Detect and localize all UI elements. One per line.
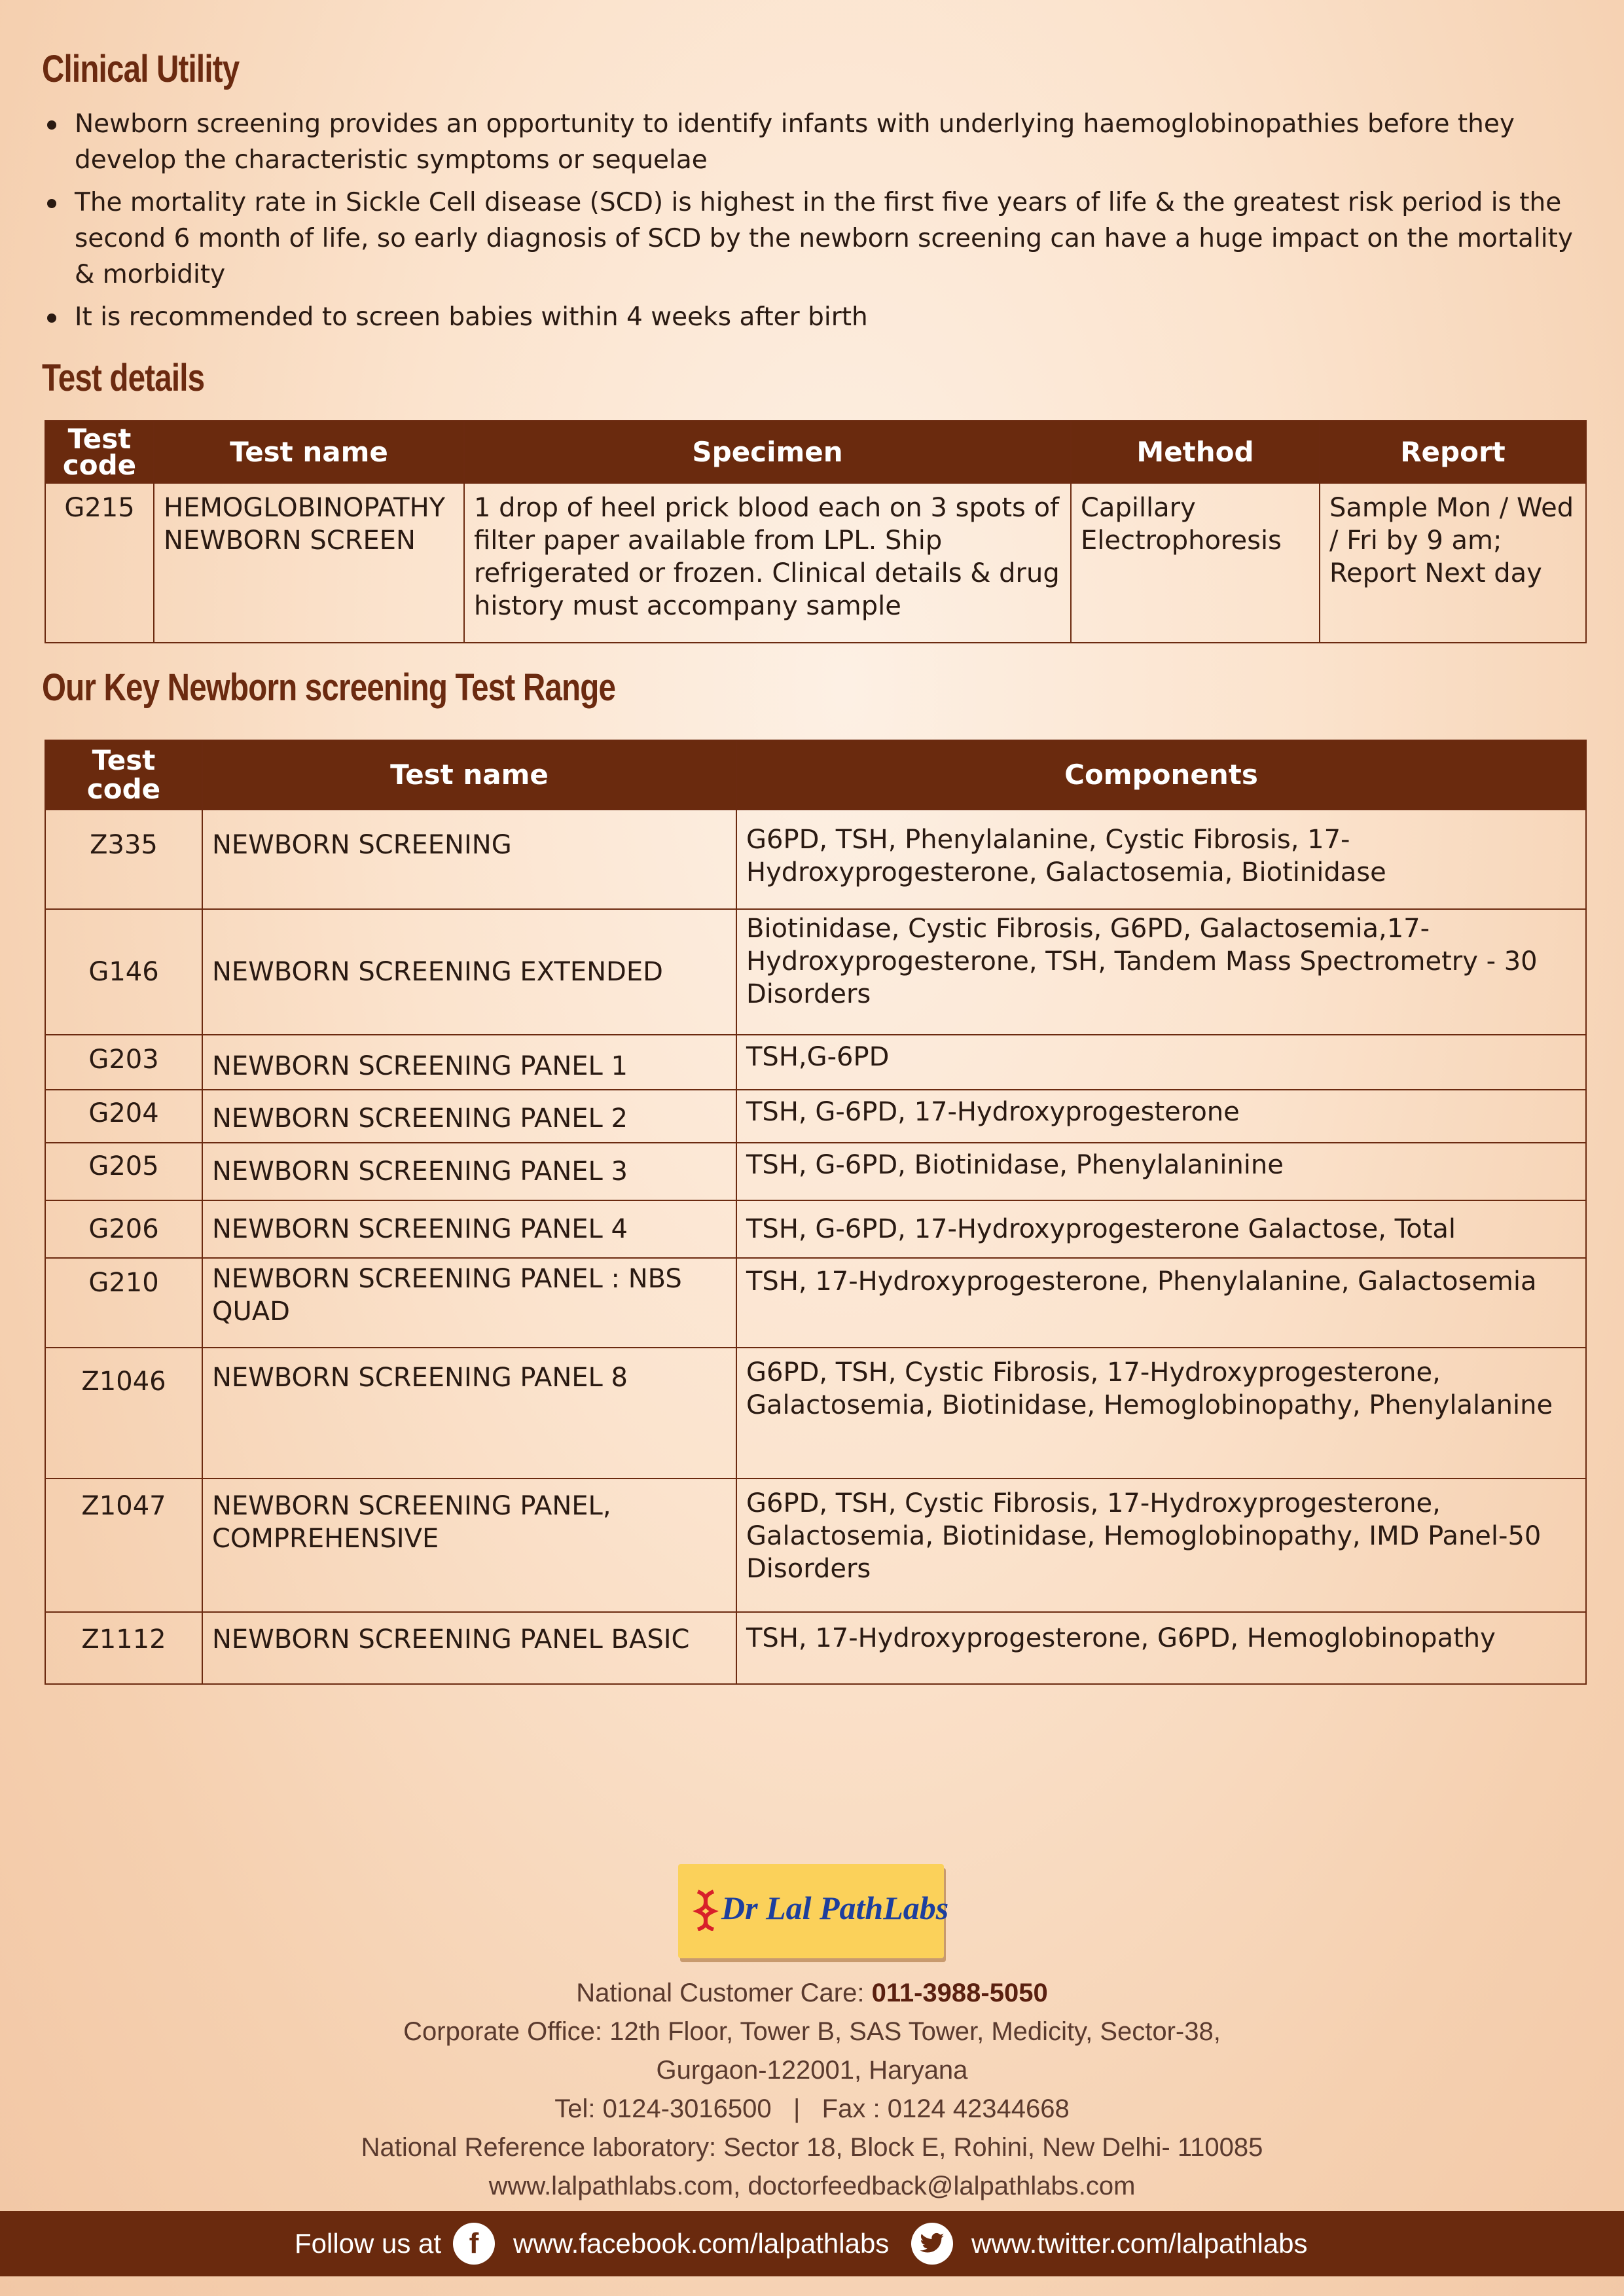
bullet-dot-icon: [47, 120, 56, 130]
components-cell: TSH, 17-Hydroxyprogesterone, Phenylalanine, Galactosemia: [736, 1258, 1586, 1348]
test-code-cell: Z1046: [45, 1348, 202, 1479]
components-cell: Biotinidase, Cystic Fibrosis, G6PD, Galactosemia,17-Hydroxyprogesterone, TSH, Tandem Mass Spectrometry - 30 Disorders: [736, 909, 1586, 1035]
table-row: [45, 810, 1586, 909]
customer-care-line: National Customer Care: 011-3988-5050: [576, 1979, 1048, 2007]
test-code-cell: G146: [45, 909, 202, 1035]
components-cell: TSH, G-6PD, 17-Hydroxyprogesterone Galactose, Total: [736, 1200, 1586, 1258]
list-item: The mortality rate in Sickle Cell disease (SCD) is highest in the first five years of life & the greatest risk period is the second 6 month of life, so early diagnosis of SCD by the newborn screening can have a huge impact on the mortality & morbidity: [42, 185, 1580, 293]
test-name-cell: NEWBORN SCREENING PANEL 8: [202, 1348, 736, 1479]
test-code-cell: G210: [45, 1258, 202, 1348]
test-code-cell: Z1047: [45, 1479, 202, 1612]
twitter-url[interactable]: www.twitter.com/lalpathlabs: [971, 2228, 1308, 2259]
twitter-link[interactable]: [911, 2211, 1308, 2276]
table-row: [45, 1348, 1586, 1479]
components-cell: TSH, G-6PD, 17-Hydroxyprogesterone: [736, 1090, 1586, 1143]
reference-lab-line: National Reference laboratory: Sector 18, Block E, Rohini, New Delhi- 110085: [361, 2133, 1263, 2162]
tel-fax-line: Tel: 0124-3016500 | Fax : 0124 42344668: [554, 2094, 1070, 2123]
list-item: It is recommended to screen babies within 4 weeks after birth: [42, 299, 1580, 335]
table-row: [45, 1143, 1586, 1200]
components-cell: G6PD, TSH, Cystic Fibrosis, 17-Hydroxyprogesterone, Galactosemia, Biotinidase, Hemoglobinopathy, Phenylalanine: [736, 1348, 1586, 1479]
report-cell: Sample Mon / Wed / Fri by 9 am; Report Next day: [1320, 483, 1586, 643]
components-cell: TSH, 17-Hydroxyprogesterone, G6PD, Hemoglobinopathy: [736, 1612, 1586, 1684]
test-code-cell: Z1112: [45, 1612, 202, 1684]
web-email-line[interactable]: www.lalpathlabs.com, doctorfeedback@lalpathlabs.com: [488, 2172, 1136, 2200]
components-cell: TSH,G-6PD: [736, 1035, 1586, 1090]
test-range-table: [45, 740, 1587, 1685]
column-header: Specimen: [464, 421, 1071, 483]
test-name-cell: NEWBORN SCREENING EXTENDED: [202, 909, 736, 1035]
clinical-utility-list: [42, 106, 1580, 342]
column-header: Report: [1320, 421, 1586, 483]
column-header: Test code: [45, 421, 154, 483]
table-row: [45, 1258, 1586, 1348]
components-cell: TSH, G-6PD, Biotinidase, Phenylalaninine: [736, 1143, 1586, 1200]
method-cell: Capillary Electrophoresis: [1071, 483, 1320, 643]
test-code-cell: G204: [45, 1090, 202, 1143]
clinical-utility-heading: Clinical Utility: [42, 48, 240, 90]
follow-label: Follow us at: [295, 2228, 442, 2259]
test-name-cell: NEWBORN SCREENING PANEL 1: [202, 1035, 736, 1090]
specimen-cell: 1 drop of heel prick blood each on 3 spots of filter paper available from LPL. Ship refrigerated or frozen. Clinical details & drug history must accompany sample: [464, 483, 1071, 643]
test-range-heading: Our Key Newborn screening Test Range: [42, 666, 616, 709]
bullet-dot-icon: [47, 314, 56, 323]
table-row: [45, 909, 1586, 1035]
test-name-cell: NEWBORN SCREENING PANEL 3: [202, 1143, 736, 1200]
test-name-cell: HEMOGLOBINOPATHY NEWBORN SCREEN: [154, 483, 464, 643]
test-code-cell: G215: [45, 483, 154, 643]
corporate-office-line1: Corporate Office: 12th Floor, Tower B, SAS Tower, Medicity, Sector-38,: [403, 2017, 1221, 2046]
test-name-cell: NEWBORN SCREENING PANEL 2: [202, 1090, 736, 1143]
test-details-table: [45, 420, 1587, 643]
table-row: [45, 1035, 1586, 1090]
dna-logo-icon: [693, 1889, 719, 1931]
test-name-cell: NEWBORN SCREENING: [202, 810, 736, 909]
company-logo: [678, 1864, 949, 1958]
corporate-office-line2: Gurgaon-122001, Haryana: [656, 2056, 968, 2085]
table-row: [45, 483, 1586, 643]
test-code-cell: Z335: [45, 810, 202, 909]
customer-care-number: 011-3988-5050: [871, 1979, 1048, 2007]
table-row: [45, 1612, 1586, 1684]
test-name-cell: NEWBORN SCREENING PANEL, COMPREHENSIVE: [202, 1479, 736, 1612]
list-item: Newborn screening provides an opportunity to identify infants with underlying haemoglobinopathies before they develop the characteristic symptoms or sequelae: [42, 106, 1580, 178]
table-row: [45, 1479, 1586, 1612]
column-header: Method: [1071, 421, 1320, 483]
table-row: [45, 1200, 1586, 1258]
table-row: [45, 1090, 1586, 1143]
test-code-cell: G205: [45, 1143, 202, 1200]
test-name-cell: NEWBORN SCREENING PANEL 4: [202, 1200, 736, 1258]
column-header: Components: [736, 740, 1586, 810]
facebook-icon[interactable]: f: [453, 2223, 495, 2265]
facebook-link[interactable]: [453, 2211, 889, 2276]
test-code-cell: G206: [45, 1200, 202, 1258]
table-header-row: [45, 740, 1586, 810]
bullet-dot-icon: [47, 199, 56, 208]
test-name-cell: NEWBORN SCREENING PANEL : NBS QUAD: [202, 1258, 736, 1348]
test-details-heading: Test details: [42, 357, 205, 399]
social-footer-bar: [0, 2211, 1624, 2276]
facebook-url[interactable]: www.facebook.com/lalpathlabs: [513, 2228, 890, 2259]
test-code-cell: G203: [45, 1035, 202, 1090]
column-header: Test name: [202, 740, 736, 810]
logo-text: Dr Lal PathLabs: [721, 1890, 949, 1926]
test-name-cell: NEWBORN SCREENING PANEL BASIC: [202, 1612, 736, 1684]
table-header-row: [45, 421, 1586, 483]
components-cell: G6PD, TSH, Cystic Fibrosis, 17-Hydroxyprogesterone, Galactosemia, Biotinidase, Hemoglobinopathy, IMD Panel-50 Disorders: [736, 1479, 1586, 1612]
components-cell: G6PD, TSH, Phenylalanine, Cystic Fibrosis, 17-Hydroxyprogesterone, Galactosemia, Biotinidase: [736, 810, 1586, 909]
column-header: Test name: [154, 421, 464, 483]
column-header: Test code: [45, 740, 202, 810]
twitter-icon[interactable]: [911, 2223, 953, 2265]
